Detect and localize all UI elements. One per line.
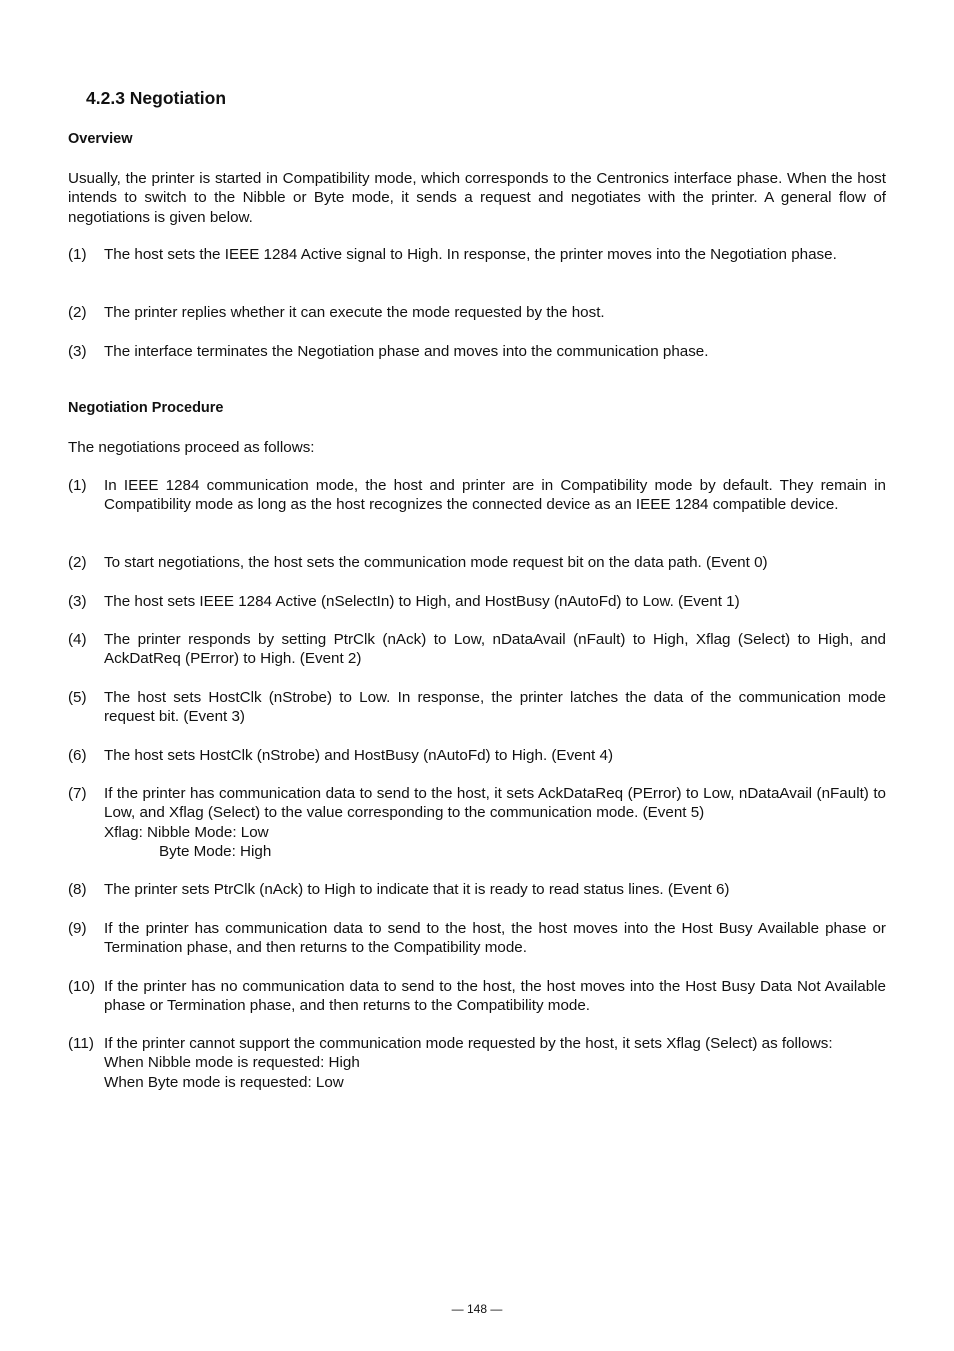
overview-item-1 [68, 245, 886, 264]
list-number: (6) [68, 747, 87, 764]
list-text: The host sets the IEEE 1284 Active signal to High. In response, the printer moves into the Negotiation phase. [104, 246, 837, 263]
byte-mode-line: Byte Mode: High [159, 842, 272, 860]
procedure-item-11 [68, 1034, 886, 1092]
list-text: To start negotiations, the host sets the communication mode request bit on the data path. (Event 0) [104, 554, 768, 571]
procedure-intro: The negotiations proceed as follows: [68, 439, 315, 456]
overview-heading: Overview [68, 131, 133, 147]
procedure-item-3 [68, 592, 886, 611]
procedure-item-2 [68, 553, 886, 572]
overview-item-2 [68, 303, 886, 322]
list-number: (1) [68, 477, 87, 494]
list-number: (8) [68, 881, 87, 898]
procedure-item-8 [68, 880, 886, 899]
list-number: (4) [68, 631, 87, 648]
list-text: The printer replies whether it can execute the mode requested by the host. [104, 304, 605, 321]
list-number: (2) [68, 554, 87, 571]
list-text: The printer responds by setting PtrClk (nAck) to Low, nDataAvail (nFault) to High, Xflag (Select) to High, and AckDatReq (PError) to High. (Event 2) [104, 631, 886, 668]
overview-item-3 [68, 342, 886, 361]
list-text [104, 784, 886, 861]
procedure-item-9 [68, 919, 886, 958]
section-title: 4.2.3 Negotiation [86, 88, 227, 108]
list-text: In IEEE 1284 communication mode, the host and printer are in Compatibility mode by default. They remain in Compatibility mode as long as the host recognizes the connected device as an IEEE 1284 compatible device. [104, 477, 886, 514]
procedure-item-7 [68, 784, 886, 861]
nibble-request-line: When Nibble mode is requested: High [104, 1054, 360, 1072]
list-text: The printer sets PtrClk (nAck) to High to indicate that it is ready to read status lines. (Event 6) [104, 881, 730, 898]
list-text [104, 1034, 886, 1092]
procedure-item-1 [68, 476, 886, 515]
list-text: The host sets IEEE 1284 Active (nSelectIn) to High, and HostBusy (nAutoFd) to Low. (Event 1) [104, 593, 740, 610]
list-number: (5) [68, 689, 87, 706]
procedure-item-6 [68, 746, 886, 765]
list-number: (11) [68, 1035, 94, 1052]
procedure-item-4 [68, 630, 886, 669]
list-text-main: If the printer has communication data to send to the host, it sets AckDataReq (PError) to Low, nDataAvail (nFault) to Low, and Xflag (Select) to the value corresponding to the communication mode. (Event 5) [104, 785, 886, 822]
list-number: (3) [68, 343, 87, 360]
list-text: If the printer has communication data to send to the host, the host moves into the Host Busy Available phase or Termination phase, and then returns to the Compatibility mode. [104, 920, 886, 957]
list-number: (3) [68, 593, 87, 610]
list-number: (10) [68, 978, 96, 995]
byte-request-line: When Byte mode is requested: Low [104, 1073, 344, 1091]
list-number: (2) [68, 304, 87, 321]
overview-intro: Usually, the printer is started in Compatibility mode, which corresponds to the Centronics interface phase. When the host intends to switch to the Nibble or Byte mode, it sends a request and negotiates with the printer. A general flow of negotiations is given below. [68, 170, 886, 226]
page-number: — 148 — [451, 1302, 503, 1316]
procedure-heading: Negotiation Procedure [68, 400, 224, 416]
procedure-item-10 [68, 977, 886, 1016]
procedure-item-5 [68, 688, 886, 727]
list-text: The interface terminates the Negotiation phase and moves into the communication phase. [104, 343, 709, 360]
list-text: If the printer has no communication data to send to the host, the host moves into the Host Busy Data Not Available phase or Termination phase, and then returns to the Compatibility mode. [104, 978, 886, 1015]
xflag-line: Xflag: Nibble Mode: Low [104, 823, 269, 841]
list-text-main: If the printer cannot support the communication mode requested by the host, it sets Xflag (Select) as follows: [104, 1035, 833, 1052]
list-number: (7) [68, 785, 87, 802]
list-text: The host sets HostClk (nStrobe) and HostBusy (nAutoFd) to High. (Event 4) [104, 747, 613, 764]
list-text: The host sets HostClk (nStrobe) to Low. In response, the printer latches the data of the communication mode request bit. (Event 3) [104, 689, 886, 726]
list-number: (9) [68, 920, 87, 937]
list-number: (1) [68, 246, 87, 263]
